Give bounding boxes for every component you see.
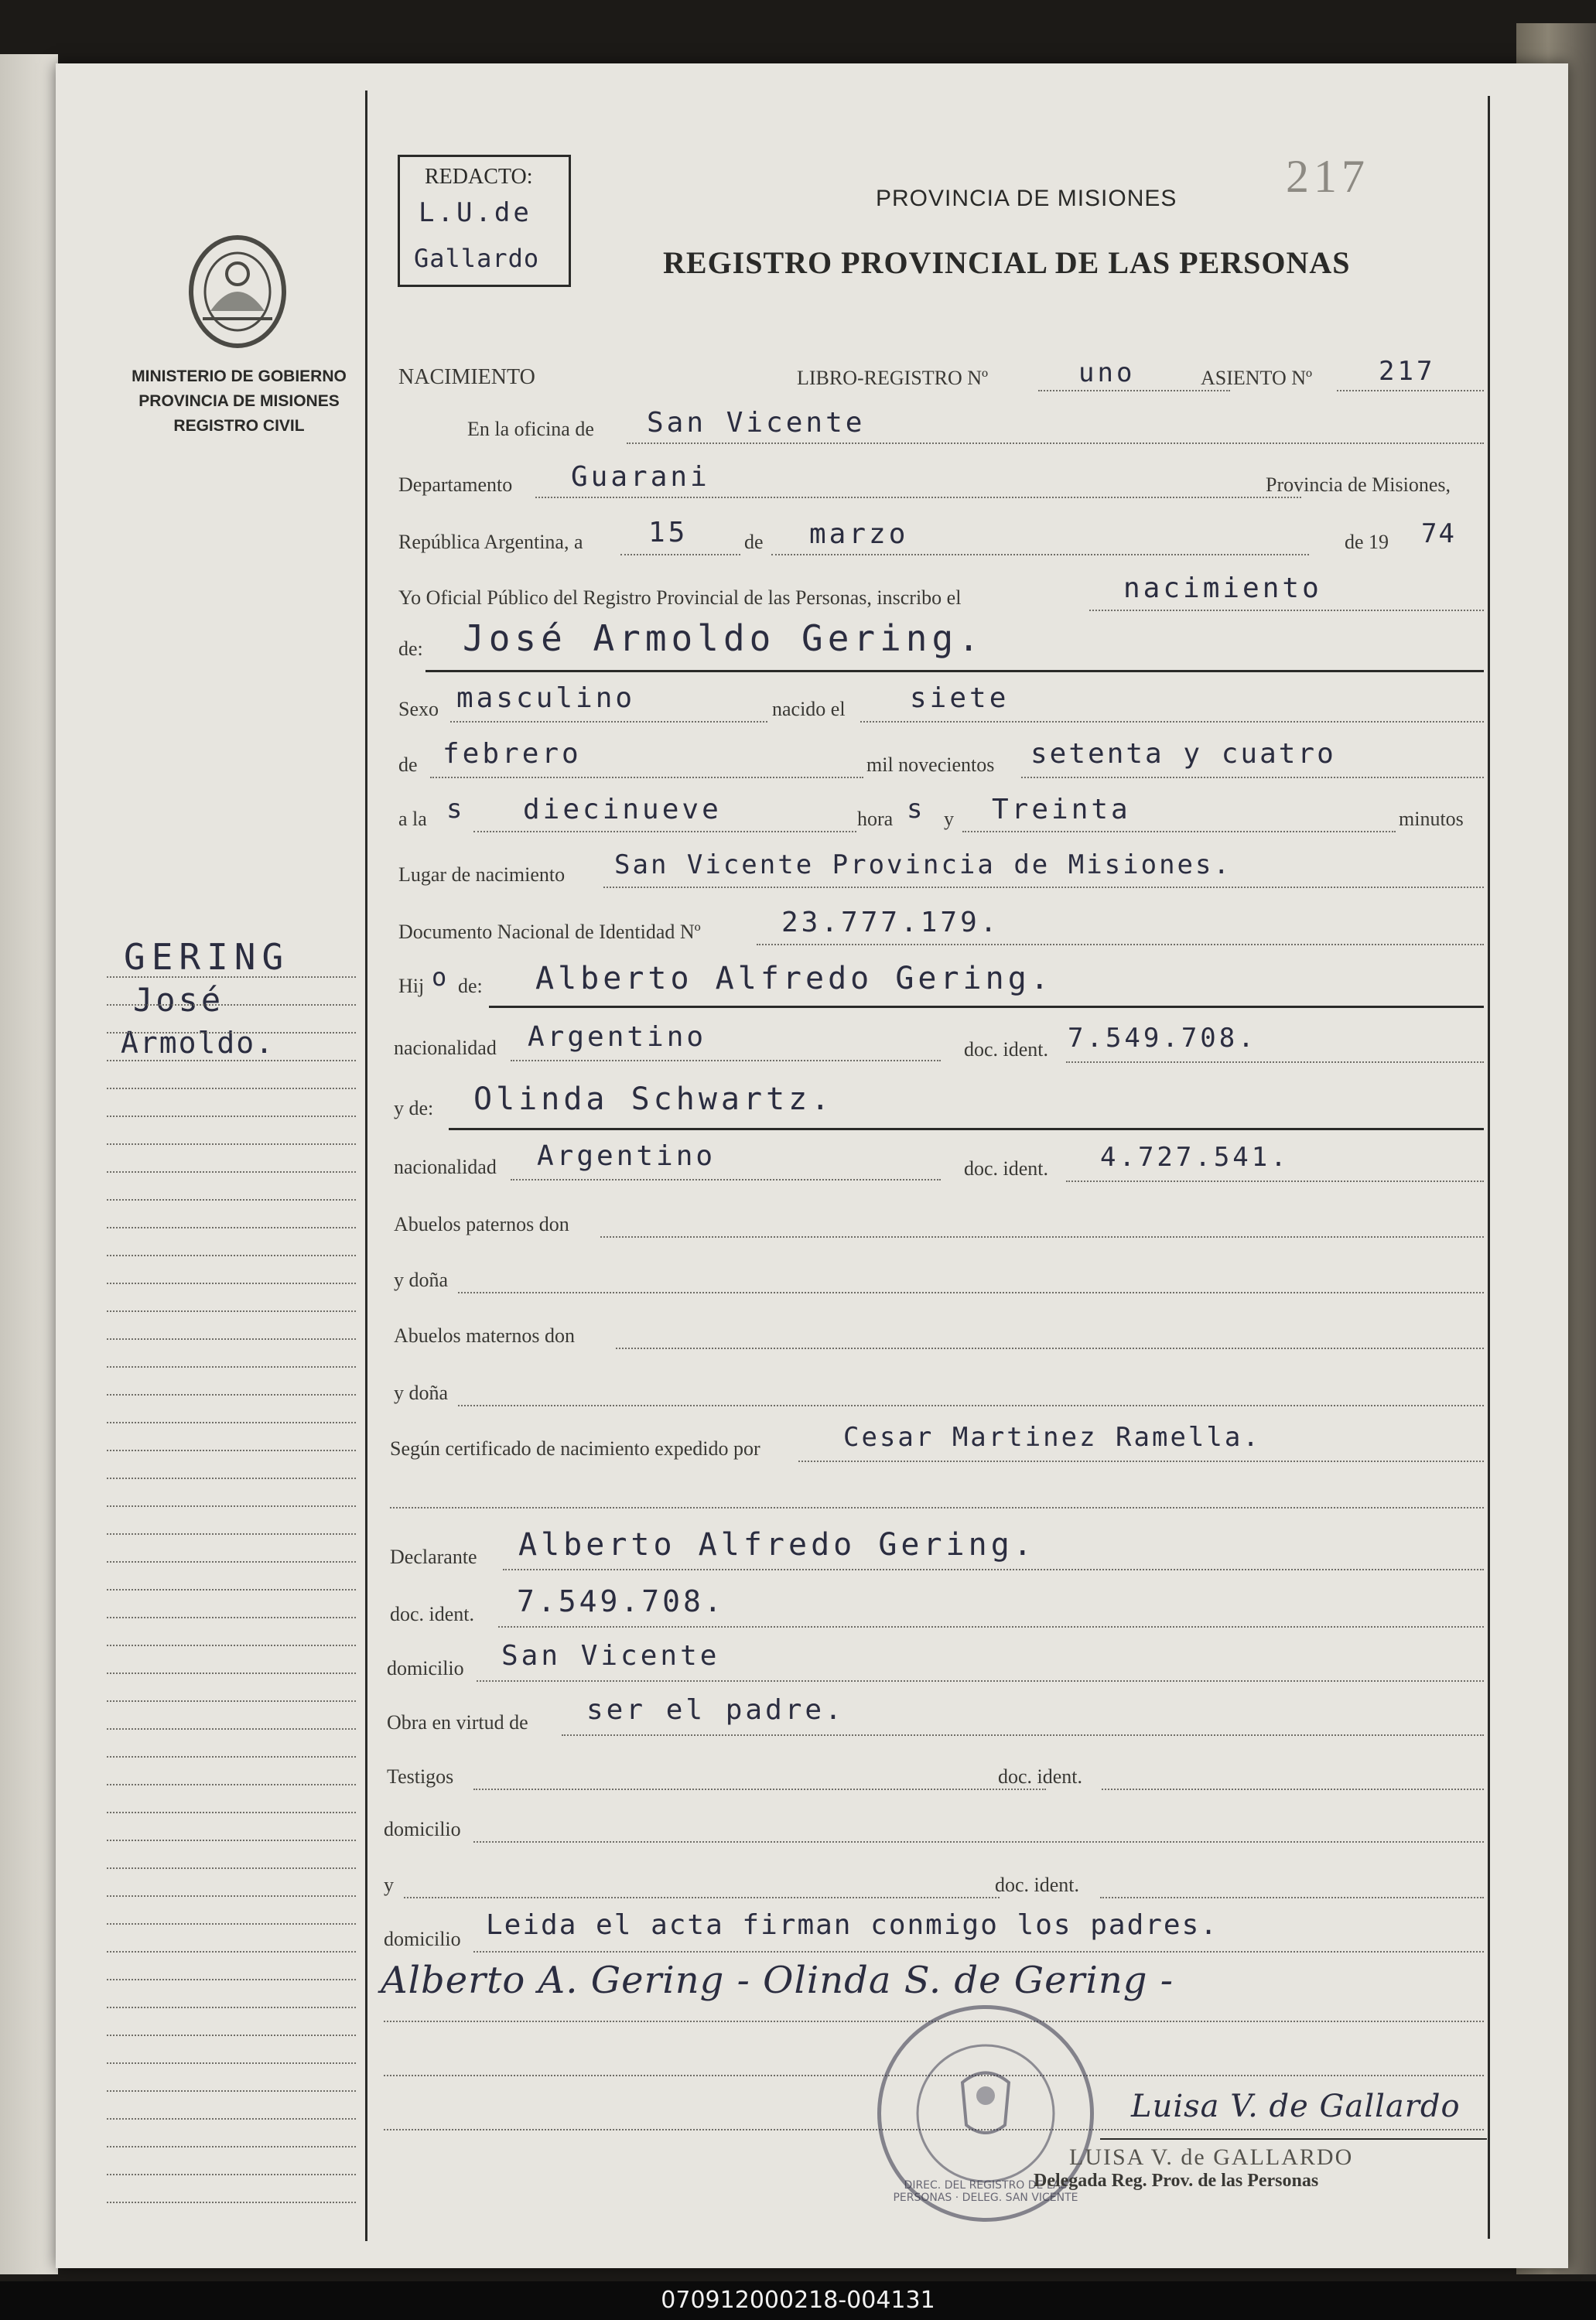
a-la-sufijo: s <box>446 794 466 825</box>
margin-dotted-line <box>107 1561 356 1563</box>
declarante-line <box>503 1569 1484 1570</box>
stamp-text: DIREC. DEL REGISTRO DE LAS PERSONAS · DELEG. SAN VICENTE <box>893 2179 1078 2204</box>
y-dona-1-line <box>458 1292 1484 1293</box>
dni-value: 23.777.179. <box>781 907 1000 938</box>
margin-dotted-line <box>107 1422 356 1423</box>
departamento-label: Departamento <box>398 473 513 496</box>
asiento-value: 217 <box>1379 356 1436 387</box>
asiento-line <box>1337 390 1484 391</box>
margin-dotted-line <box>107 1227 356 1228</box>
domicilio-testigo-label: domicilio <box>384 1818 461 1840</box>
margin-dotted-line <box>107 1589 356 1591</box>
margin-dotted-line <box>107 2035 356 2036</box>
sexo-value: masculino <box>456 682 636 714</box>
y-de-label: y de: <box>394 1097 434 1119</box>
dni-line <box>757 944 1484 945</box>
margin-dotted-line <box>107 2007 356 2008</box>
nac-madre-line <box>511 1179 941 1181</box>
nombre-underline <box>425 670 1484 672</box>
dia-line <box>620 554 740 555</box>
republica-label: República Argentina, a <box>398 531 583 553</box>
margin-dotted-line <box>107 1505 356 1507</box>
redacto-line-2: Gallardo <box>414 244 540 273</box>
abuelos-maternos-line <box>616 1348 1484 1349</box>
margin-dotted-line <box>107 1645 356 1646</box>
margin-dotted-line <box>107 2090 356 2092</box>
doc-testigo-2-label: doc. ident. <box>995 1874 1080 1896</box>
previous-page-edge <box>0 54 58 2274</box>
obra-line <box>562 1734 1484 1736</box>
margin-dotted-line <box>107 2146 356 2147</box>
margin-dotted-line <box>107 1338 356 1340</box>
nac-madre-value: Argentino <box>537 1140 716 1172</box>
birth-certificate-page <box>56 63 1568 2268</box>
margin-dotted-line <box>107 976 356 978</box>
oficina-label: En la oficina de <box>467 418 594 440</box>
domicilio-value: San Vicente <box>501 1640 720 1672</box>
margin-dotted-line <box>107 1700 356 1702</box>
hecho-value: nacimiento <box>1123 572 1322 604</box>
domicilio-final-label: domicilio <box>384 1928 461 1950</box>
right-rule <box>1488 96 1490 2239</box>
margin-dotted-line <box>107 1784 356 1785</box>
provincial-seal-icon <box>179 226 296 357</box>
nacido-mes-value: febrero <box>443 738 582 770</box>
oficina-line <box>627 442 1484 444</box>
doc-declarante-line <box>498 1626 1484 1628</box>
declarante-label: Declarante <box>390 1546 477 1568</box>
hecho-line <box>1089 610 1484 611</box>
certificado-value: Cesar Martinez Ramella. <box>843 1422 1261 1453</box>
ministry-line-1: MINISTERIO DE GOBIERNO <box>132 367 347 385</box>
redacto-box <box>398 155 571 287</box>
declarante-value: Alberto Alfredo Gering. <box>518 1527 1036 1563</box>
oficina-value: San Vicente <box>647 407 866 439</box>
dni-label: Documento Nacional de Identidad Nº <box>398 921 701 943</box>
padre-value: Alberto Alfredo Gering. <box>535 961 1053 996</box>
y-testigo-label: y <box>384 1874 394 1896</box>
minutos-label: minutos <box>1399 808 1464 830</box>
padre-underline <box>489 1006 1484 1008</box>
libro-label: LIBRO-REGISTRO Nº <box>797 367 989 389</box>
margin-surname: GERING <box>124 936 290 978</box>
delegada-label: Delegada Reg. Prov. de las Personas <box>1034 2171 1319 2191</box>
margin-dotted-line <box>107 1478 356 1479</box>
redacto-line-1: L.U.de <box>419 197 532 228</box>
margin-dotted-line <box>107 2202 356 2203</box>
margin-second-name: Armoldo. <box>121 1026 275 1060</box>
mes-value: marzo <box>809 518 909 550</box>
margin-dotted-line <box>107 1366 356 1368</box>
nac-padre-line <box>511 1060 941 1061</box>
parents-signatures: Alberto A. Gering - Olinda S. de Gering - <box>381 1959 1174 2002</box>
doc-padre-value: 7.549.708. <box>1068 1023 1257 1054</box>
libro-line <box>1038 390 1230 391</box>
margin-dotted-line <box>107 1310 356 1312</box>
margin-dotted-line <box>107 1199 356 1201</box>
asiento-label: ASIENTO Nº <box>1201 367 1313 389</box>
doc-madre-label: doc. ident. <box>964 1157 1049 1180</box>
margin-rule <box>365 91 367 2241</box>
departamento-value: Guarani <box>571 461 710 493</box>
nacimiento-label: NACIMIENTO <box>398 365 535 389</box>
y-label: y <box>944 808 954 830</box>
de-label: de <box>744 531 764 553</box>
domicilio-final-line <box>473 1951 1484 1953</box>
abuelos-paternos-label: Abuelos paternos don <box>394 1213 569 1235</box>
doc-testigo-1-line <box>1102 1789 1484 1790</box>
nacido-mes-line <box>430 777 863 778</box>
a-la-label: a la <box>398 808 427 830</box>
ministry-line-2: PROVINCIA DE MISIONES <box>138 392 340 410</box>
sexo-line <box>450 721 767 723</box>
certificado-line <box>798 1461 1484 1462</box>
margin-first-name: José <box>133 981 224 1019</box>
nacido-dia-value: siete <box>910 682 1010 714</box>
margin-dotted-line <box>107 2062 356 2064</box>
nacionalidad-madre-label: nacionalidad <box>394 1156 497 1178</box>
minutos-value: Treinta <box>992 794 1131 825</box>
hora-value: diecinueve <box>523 794 722 825</box>
madre-underline <box>449 1128 1484 1130</box>
anio-value: 74 <box>1421 518 1456 549</box>
madre-value: Olinda Schwartz. <box>473 1081 834 1117</box>
hora-sufijo: s <box>907 794 926 825</box>
margin-dotted-line <box>107 1756 356 1758</box>
hijo-de-label: de: <box>458 975 483 997</box>
margin-dotted-line <box>107 1840 356 1841</box>
margin-dotted-line <box>107 1060 356 1061</box>
provincia-label: Provincia de Misiones, <box>1266 473 1451 496</box>
hora-line <box>473 831 856 832</box>
y-dona-2-line <box>458 1405 1484 1406</box>
nacido-anio-line <box>1021 777 1484 778</box>
y-dona-1-label: y doña <box>394 1269 449 1291</box>
obra-value: ser el padre. <box>586 1694 845 1726</box>
margin-dotted-line <box>107 1895 356 1897</box>
margin-dotted-line <box>107 1255 356 1256</box>
margin-dotted-line <box>107 1979 356 1980</box>
province-heading: PROVINCIA DE MISIONES <box>876 186 1177 211</box>
doc-declarante-value: 7.549.708. <box>517 1584 725 1618</box>
nacionalidad-padre-label: nacionalidad <box>394 1037 497 1059</box>
sexo-label: Sexo <box>398 698 439 720</box>
margin-dotted-line <box>107 1088 356 1089</box>
hijo-label: Hij <box>398 975 425 997</box>
margin-dotted-line <box>107 1728 356 1730</box>
margin-dotted-line <box>107 1923 356 1925</box>
doc-testigo-1-label: doc. ident. <box>998 1765 1083 1788</box>
departamento-line <box>535 497 1301 498</box>
abuelos-paternos-line <box>600 1236 1484 1238</box>
margin-dotted-line <box>107 1450 356 1451</box>
margin-dotted-line <box>107 1533 356 1535</box>
margin-dotted-line <box>107 1116 356 1117</box>
margin-dotted-line <box>107 1812 356 1813</box>
margin-dotted-line <box>107 1394 356 1396</box>
lugar-line <box>603 887 1484 888</box>
doc-padre-line <box>1066 1061 1484 1063</box>
horas-label: hora <box>857 808 894 830</box>
obra-label: Obra en virtud de <box>387 1711 528 1734</box>
domicilio-line <box>477 1680 1484 1682</box>
doc-padre-label: doc. ident. <box>964 1038 1049 1061</box>
margin-dotted-line <box>107 1951 356 1953</box>
y-testigo-line <box>404 1897 1000 1898</box>
mes-line <box>771 554 1309 555</box>
doc-declarante-label: doc. ident. <box>390 1603 475 1625</box>
official-signature: Luisa V. de Gallardo <box>1131 2089 1461 2124</box>
testigos-label: Testigos <box>387 1765 454 1788</box>
nombre-value: José Armoldo Gering. <box>463 617 984 659</box>
libro-value: uno <box>1078 357 1136 388</box>
nacido-el-label: nacido el <box>772 698 846 720</box>
nac-padre-value: Argentino <box>528 1021 707 1053</box>
margin-dotted-line <box>107 1283 356 1284</box>
margin-dotted-line <box>107 1617 356 1618</box>
nacido-dia-line <box>860 721 1484 723</box>
de-nombre-label: de: <box>398 637 423 660</box>
doc-madre-value: 4.727.541. <box>1100 1142 1290 1173</box>
redacto-label: REDACTO: <box>425 165 533 189</box>
certificado-line-2 <box>390 1507 1484 1509</box>
ministry-line-3: REGISTRO CIVIL <box>173 417 305 435</box>
testigos-line <box>473 1789 1046 1790</box>
domicilio-label: domicilio <box>387 1657 464 1679</box>
segun-label: Según certificado de nacimiento expedido por <box>390 1437 760 1460</box>
doc-testigo-2-line <box>1100 1897 1484 1898</box>
closing-statement: Leida el acta firman conmigo los padres. <box>486 1909 1218 1941</box>
minutos-line <box>962 831 1396 832</box>
registry-heading: REGISTRO PROVINCIAL DE LAS PERSONAS <box>663 245 1351 280</box>
lugar-label: Lugar de nacimiento <box>398 863 566 886</box>
nacido-anio-value: setenta y cuatro <box>1030 738 1336 770</box>
margin-dotted-line <box>107 2118 356 2120</box>
margin-dotted-line <box>107 1143 356 1145</box>
official-printed-name: LUISA V. de GALLARDO <box>1069 2144 1354 2170</box>
official-underline <box>1100 2138 1487 2140</box>
hijo-sufijo: o <box>432 962 450 992</box>
mil-label: mil novecientos <box>866 753 995 776</box>
y-dona-2-label: y doña <box>394 1382 449 1404</box>
de-mes-label: de <box>398 753 418 776</box>
margin-dotted-line <box>107 1673 356 1674</box>
folio-number: 217 <box>1286 151 1369 202</box>
domicilio-testigo-line <box>473 1841 1484 1843</box>
margin-dotted-line <box>107 1004 356 1006</box>
lugar-value: San Vicente Provincia de Misiones. <box>614 849 1232 880</box>
de-anio-label: de 19 <box>1345 531 1389 553</box>
margin-dotted-line <box>107 2174 356 2175</box>
margin-dotted-line <box>107 1032 356 1034</box>
archive-code: 070912000218-004131 <box>0 2281 1596 2320</box>
dia-value: 15 <box>648 517 689 548</box>
doc-madre-line <box>1066 1181 1484 1182</box>
yo-oficial-label: Yo Oficial Público del Registro Provincial de las Personas, inscribo el <box>398 586 962 609</box>
margin-dotted-line <box>107 1867 356 1869</box>
abuelos-maternos-label: Abuelos maternos don <box>394 1324 575 1347</box>
margin-dotted-line <box>107 1171 356 1173</box>
